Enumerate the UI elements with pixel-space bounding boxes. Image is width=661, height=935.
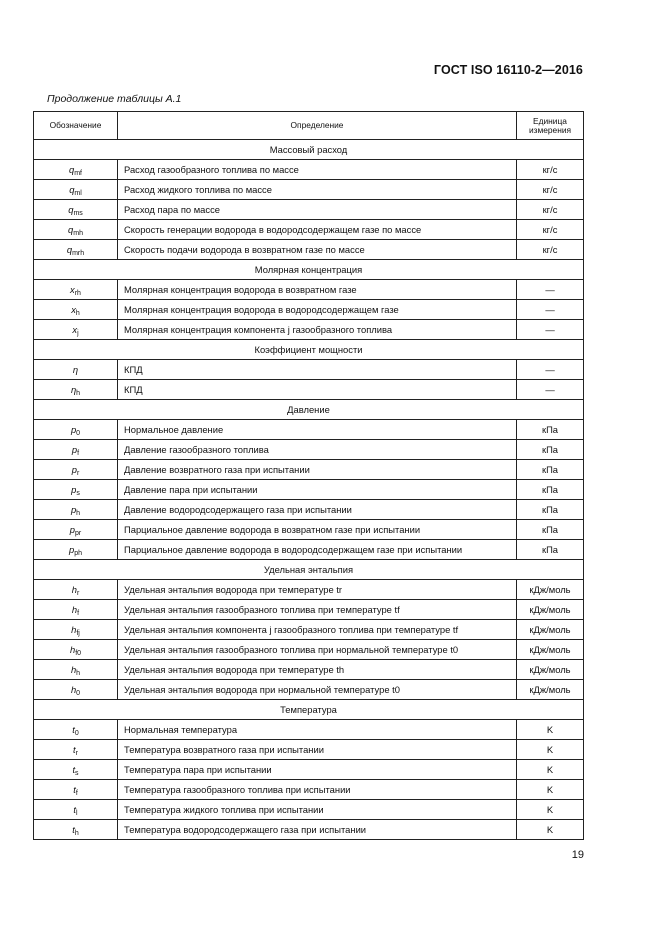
unit-cell: кДж/моль	[517, 600, 584, 620]
table-row	[34, 660, 584, 680]
symbol-subscript: rh	[74, 289, 81, 297]
table-row	[34, 520, 584, 540]
symbol: x	[70, 283, 75, 295]
table-row	[34, 300, 584, 320]
symbol-cell	[34, 720, 118, 740]
document-code: ГОСТ ISO 16110-2—2016	[433, 63, 583, 77]
unit-cell: кДж/моль	[517, 580, 584, 600]
definition-cell: Парциальное давление водорода в водородсодержащем газе при испытании	[118, 540, 517, 560]
unit-cell: кДж/моль	[517, 660, 584, 680]
definition-cell: Удельная энтальпия водорода при температуре th	[118, 660, 517, 680]
section-title: Температура	[34, 700, 584, 720]
symbol-subscript: r	[76, 589, 80, 597]
symbol-cell	[34, 520, 118, 540]
definition-cell: Температура жидкого топлива при испытании	[118, 800, 517, 820]
symbol-cell	[34, 220, 118, 240]
unit-cell: —	[517, 300, 584, 320]
unit-cell: K	[517, 780, 584, 800]
symbol: q	[66, 243, 73, 255]
section-header-row	[34, 340, 584, 360]
symbol-subscript: 0	[74, 729, 79, 737]
symbol: q	[68, 223, 74, 235]
unit-cell: кПа	[517, 540, 584, 560]
symbol-cell	[34, 680, 118, 700]
table-row	[34, 320, 584, 340]
definition-cell: Скорость подачи водорода в возвратном газе по массе	[118, 240, 517, 260]
symbol-cell	[34, 440, 118, 460]
table-row	[34, 540, 584, 560]
section-title: Давление	[34, 400, 584, 420]
symbol-cell	[34, 180, 118, 200]
symbol: t	[73, 743, 76, 755]
symbol-subscript: r	[75, 749, 78, 757]
symbol-subscript: s	[75, 769, 79, 777]
symbol-subscript: ph	[74, 549, 82, 557]
symbol-cell	[34, 800, 118, 820]
definition-cell: Давление пара при испытании	[118, 480, 517, 500]
symbol: p	[69, 523, 75, 535]
section-title: Удельная энтальпия	[34, 560, 584, 580]
definition-cell: Удельная энтальпия водорода при нормальной температуре t0	[118, 680, 517, 700]
unit-cell: —	[517, 280, 584, 300]
symbol: x	[71, 303, 76, 315]
section-title: Молярная концентрация	[34, 260, 584, 280]
symbol-cell	[34, 500, 118, 520]
symbol-cell	[34, 360, 118, 380]
definition-cell: Расход жидкого топлива по массе	[118, 180, 517, 200]
symbol: t	[72, 763, 76, 775]
symbol-cell	[34, 240, 118, 260]
symbol-subscript: mh	[73, 229, 83, 237]
symbol: q	[69, 163, 75, 175]
table-header-row	[34, 112, 584, 140]
table-row	[34, 380, 584, 400]
definition-cell: Удельная энтальпия газообразного топлива при температуре tf	[118, 600, 517, 620]
definition-cell: Удельная энтальпия газообразного топлива при нормальной температуре t0	[118, 640, 517, 660]
symbol-cell	[34, 620, 118, 640]
definition-cell: Молярная концентрация водорода в водородсодержащем газе	[118, 300, 517, 320]
symbol-cell	[34, 660, 118, 680]
unit-cell: кПа	[517, 460, 584, 480]
table-row	[34, 580, 584, 600]
symbol: h	[70, 663, 77, 675]
table-row	[34, 740, 584, 760]
unit-cell: —	[517, 320, 584, 340]
symbol-subscript: mf	[74, 169, 82, 177]
definition-cell: Молярная концентрация компонента j газообразного топлива	[118, 320, 517, 340]
symbol: h	[71, 623, 77, 635]
unit-cell: кг/с	[517, 180, 584, 200]
table-row	[34, 800, 584, 820]
col-header-unit: Единица измерения	[517, 112, 584, 140]
symbol-cell	[34, 280, 118, 300]
unit-cell: кПа	[517, 440, 584, 460]
definition-cell: Давление газообразного топлива	[118, 440, 517, 460]
symbol-subscript: f	[75, 789, 78, 797]
definition-cell: Скорость генерации водорода в водородсодержащем газе по массе	[118, 220, 517, 240]
unit-cell: кг/с	[517, 240, 584, 260]
table-row	[34, 280, 584, 300]
table-row	[34, 200, 584, 220]
symbol: p	[71, 443, 78, 455]
table-row	[34, 420, 584, 440]
unit-cell: K	[517, 760, 584, 780]
definition-cell: Температура пара при испытании	[118, 760, 517, 780]
symbol-subscript: h	[76, 509, 81, 517]
table-row	[34, 220, 584, 240]
definition-cell: Давление возвратного газа при испытании	[118, 460, 517, 480]
unit-cell: K	[517, 720, 584, 740]
table-row	[34, 460, 584, 480]
symbol: q	[68, 203, 74, 215]
symbol: p	[70, 503, 77, 515]
table-caption: Продолжение таблицы А.1	[47, 93, 182, 105]
symbol-cell	[34, 640, 118, 660]
definition-cell: Нормальное давление	[118, 420, 517, 440]
symbol-cell	[34, 820, 118, 840]
section-header-row	[34, 140, 584, 160]
symbol-subscript: f0	[75, 649, 82, 657]
col-header-definition: Определение	[118, 112, 517, 140]
symbol-cell	[34, 580, 118, 600]
unit-cell: K	[517, 820, 584, 840]
definition-cell: Давление водородсодержащего газа при испытании	[118, 500, 517, 520]
table-row	[34, 780, 584, 800]
section-header-row	[34, 560, 584, 580]
unit-cell: кПа	[517, 420, 584, 440]
symbol-subscript: h	[74, 829, 79, 837]
symbol: q	[69, 183, 75, 195]
definition-cell: Удельная энтальпия компонента j газообразного топлива при температуре tf	[118, 620, 517, 640]
symbol-cell	[34, 380, 118, 400]
symbol: t	[73, 783, 76, 795]
definition-cell: КПД	[118, 380, 517, 400]
table-row	[34, 360, 584, 380]
symbol-cell	[34, 740, 118, 760]
definition-cell: Нормальная температура	[118, 720, 517, 740]
table-row	[34, 600, 584, 620]
unit-cell: кДж/моль	[517, 640, 584, 660]
symbol-cell	[34, 320, 118, 340]
unit-cell: —	[517, 360, 584, 380]
table-row	[34, 620, 584, 640]
definition-cell: Молярная концентрация водорода в возвратном газе	[118, 280, 517, 300]
symbol: t	[72, 823, 75, 835]
unit-cell: кДж/моль	[517, 680, 584, 700]
symbol-cell	[34, 300, 118, 320]
unit-cell: кДж/моль	[517, 620, 584, 640]
unit-cell: кг/с	[517, 220, 584, 240]
unit-cell: кПа	[517, 520, 584, 540]
symbol-subscript: h	[76, 389, 81, 397]
table-row	[34, 160, 584, 180]
unit-cell: K	[517, 740, 584, 760]
symbol-cell	[34, 760, 118, 780]
symbol-cell	[34, 780, 118, 800]
symbol-cell	[34, 480, 118, 500]
table-row	[34, 480, 584, 500]
symbol: p	[71, 463, 77, 475]
symbol: t	[72, 723, 75, 735]
table-row	[34, 760, 584, 780]
symbol-subscript: f	[77, 609, 80, 617]
symbol-cell	[34, 200, 118, 220]
symbol-subscript: h	[75, 309, 80, 317]
table-row	[34, 720, 584, 740]
symbol-subscript: fj	[76, 629, 80, 637]
definition-cell: Расход пара по массе	[118, 200, 517, 220]
symbol-subscript: ms	[73, 209, 83, 217]
symbol-subscript: l	[76, 809, 78, 817]
definition-cell: Расход газообразного топлива по массе	[118, 160, 517, 180]
symbol-subscript: j	[77, 329, 79, 337]
unit-cell: кг/с	[517, 200, 584, 220]
symbol-subscript: 0	[76, 689, 81, 697]
symbol-subscript: ml	[74, 189, 82, 197]
section-header-row	[34, 260, 584, 280]
table-row	[34, 500, 584, 520]
unit-cell: кПа	[517, 480, 584, 500]
symbol-subscript: mrh	[72, 249, 85, 257]
symbol-subscript: s	[76, 489, 80, 497]
symbol-cell	[34, 600, 118, 620]
definition-cell: Удельная энтальпия водорода при температуре tr	[118, 580, 517, 600]
symbol: p	[70, 423, 77, 435]
symbol: x	[72, 323, 78, 335]
symbol: η	[72, 363, 79, 375]
symbol: t	[73, 803, 77, 815]
symbol-cell	[34, 540, 118, 560]
symbol: h	[70, 683, 77, 695]
section-title: Массовый расход	[34, 140, 584, 160]
table-row	[34, 640, 584, 660]
table-row	[34, 180, 584, 200]
table-row	[34, 820, 584, 840]
definition-cell: Парциальное давление водорода в возвратном газе при испытании	[118, 520, 517, 540]
symbol: h	[71, 603, 78, 615]
section-header-row	[34, 700, 584, 720]
symbol-cell	[34, 420, 118, 440]
symbol: p	[68, 543, 75, 555]
unit-cell: кПа	[517, 500, 584, 520]
definition-cell: Температура водородсодержащего газа при испытании	[118, 820, 517, 840]
table-row	[34, 240, 584, 260]
unit-cell: кг/с	[517, 160, 584, 180]
symbol-subscript: 0	[76, 429, 81, 437]
symbol-subscript: f	[77, 449, 80, 457]
symbol-subscript: r	[76, 469, 80, 477]
table-row	[34, 680, 584, 700]
section-header-row	[34, 400, 584, 420]
definition-cell: Температура возвратного газа при испытании	[118, 740, 517, 760]
table-body	[34, 140, 584, 840]
symbol: η	[70, 383, 77, 395]
table-row	[34, 440, 584, 460]
symbol-subscript: pr	[74, 529, 82, 537]
definition-cell: КПД	[118, 360, 517, 380]
symbol-cell	[34, 460, 118, 480]
definition-cell: Температура газообразного топлива при испытании	[118, 780, 517, 800]
col-header-symbol: Обозначение	[34, 112, 118, 140]
unit-cell: K	[517, 800, 584, 820]
symbol: h	[71, 583, 77, 595]
page-number: 19	[571, 849, 584, 861]
section-title: Коэффициент мощности	[34, 340, 584, 360]
symbol-subscript: h	[76, 669, 81, 677]
symbol-cell	[34, 160, 118, 180]
symbol: h	[69, 643, 76, 655]
symbol: p	[71, 483, 77, 495]
unit-cell: —	[517, 380, 584, 400]
definitions-table	[33, 111, 584, 840]
